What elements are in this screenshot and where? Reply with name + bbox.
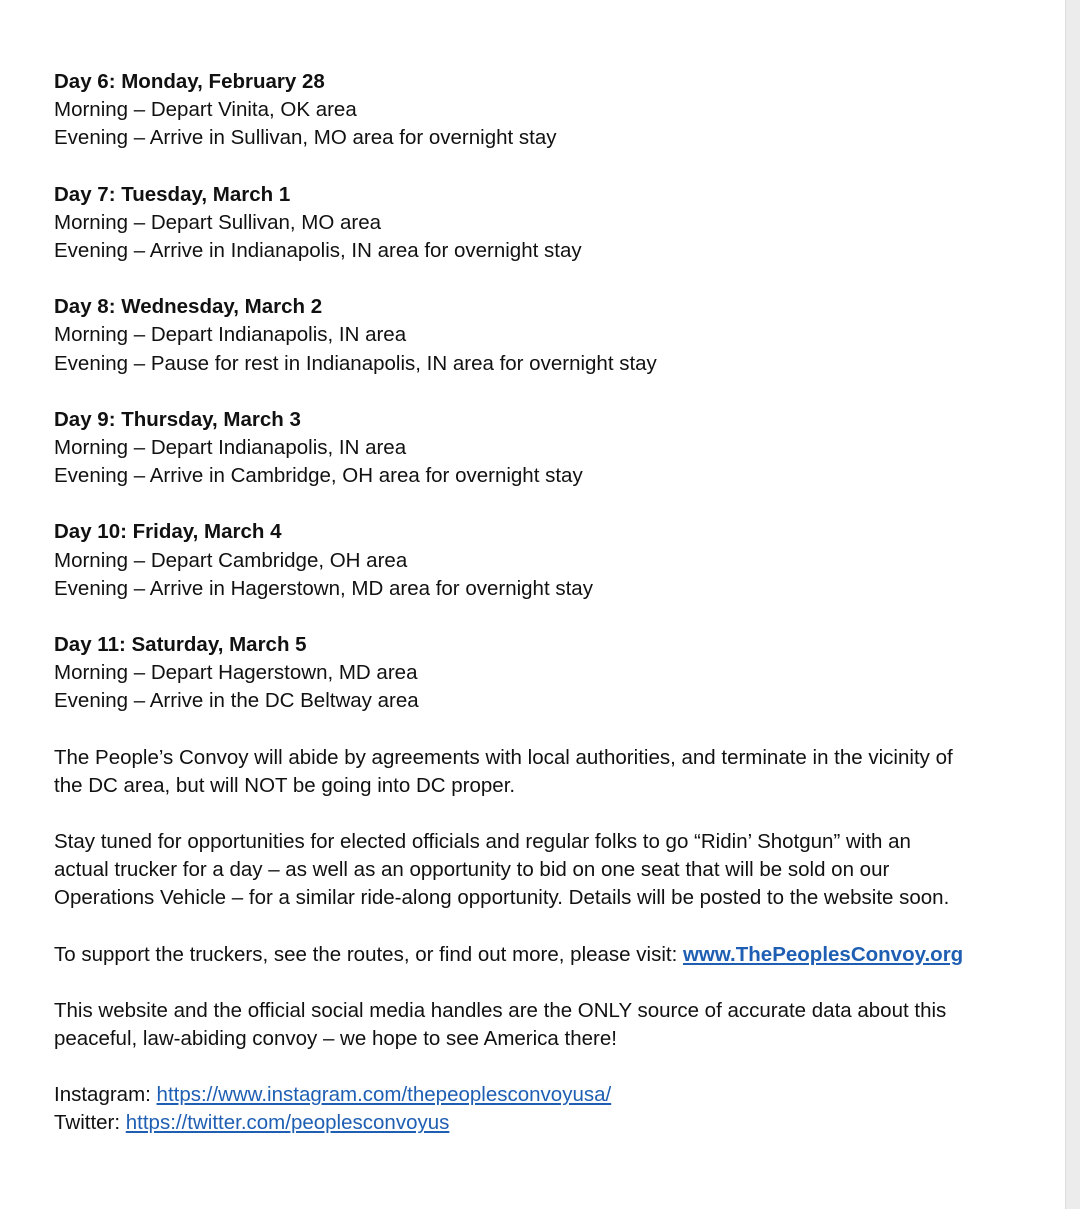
page-edge-shadow bbox=[1065, 0, 1080, 1209]
morning-line: Morning – Depart Vinita, OK area bbox=[54, 98, 357, 122]
instagram-line bbox=[54, 1081, 1004, 1109]
morning-line: Morning – Depart Sullivan, MO area bbox=[54, 210, 382, 234]
paragraph-line: Operations Vehicle – for a similar ride-along opportunity. Details will be posted to the website soon. bbox=[54, 886, 950, 910]
evening-line: Evening – Arrive in Cambridge, OH area for overnight stay bbox=[54, 464, 583, 488]
morning-line: Morning – Depart Hagerstown, MD area bbox=[54, 661, 418, 685]
morning-line: Morning – Depart Indianapolis, IN area bbox=[54, 323, 407, 347]
instagram-link[interactable]: https://www.instagram.com/thepeoplesconvoyusa/ bbox=[156, 1083, 612, 1107]
day-title: Day 8: Wednesday, March 2 bbox=[54, 295, 323, 319]
official-source-paragraph bbox=[54, 997, 1004, 1053]
itinerary-day-10 bbox=[54, 518, 1004, 603]
evening-line: Evening – Arrive in Hagerstown, MD area for overnight stay bbox=[54, 576, 593, 600]
morning-line: Morning – Depart Cambridge, OH area bbox=[54, 548, 408, 572]
itinerary-day-7 bbox=[54, 181, 1004, 266]
evening-line: Evening – Pause for rest in Indianapolis, IN area for overnight stay bbox=[54, 351, 657, 375]
evening-line: Evening – Arrive in the DC Beltway area bbox=[54, 689, 419, 713]
agreement-paragraph bbox=[54, 744, 1004, 800]
itinerary-day-6 bbox=[54, 68, 1004, 153]
paragraph-line: The People’s Convoy will abide by agreements with local authorities, and terminate in the vicinity of bbox=[54, 745, 953, 769]
evening-line: Evening – Arrive in Sullivan, MO area for overnight stay bbox=[54, 126, 557, 150]
support-line bbox=[54, 941, 1004, 969]
paragraph-line: the DC area, but will NOT be going into DC proper. bbox=[54, 773, 516, 797]
day-title: Day 7: Tuesday, March 1 bbox=[54, 182, 291, 206]
evening-line: Evening – Arrive in Indianapolis, IN area for overnight stay bbox=[54, 239, 582, 263]
paragraph-line: Stay tuned for opportunities for elected officials and regular folks to go “Ridin’ Shotgun” with an bbox=[54, 830, 911, 854]
day-title: Day 11: Saturday, March 5 bbox=[54, 633, 307, 657]
twitter-line bbox=[54, 1109, 1004, 1137]
support-text: To support the truckers, see the routes, or find out more, please visit: bbox=[54, 942, 683, 966]
itinerary-day-11 bbox=[54, 631, 1004, 716]
instagram-label: Instagram: bbox=[54, 1083, 157, 1107]
website-link[interactable]: www.ThePeoplesConvoy.org bbox=[682, 942, 964, 966]
paragraph-line: peaceful, law-abiding convoy – we hope to see America there! bbox=[54, 1027, 617, 1051]
itinerary-day-9 bbox=[54, 406, 1004, 491]
day-title: Day 10: Friday, March 4 bbox=[54, 520, 282, 544]
social-links bbox=[54, 1081, 1004, 1137]
day-title: Day 6: Monday, February 28 bbox=[54, 70, 325, 93]
document-page bbox=[54, 68, 1004, 1138]
paragraph-line: actual trucker for a day – as well as an opportunity to bid on one seat that will be sold on our bbox=[54, 858, 890, 882]
stay-tuned-paragraph bbox=[54, 828, 1004, 913]
morning-line: Morning – Depart Indianapolis, IN area bbox=[54, 436, 407, 460]
twitter-label: Twitter: bbox=[54, 1111, 126, 1135]
support-paragraph bbox=[54, 941, 1004, 969]
twitter-link[interactable]: https://twitter.com/peoplesconvoyus bbox=[125, 1111, 450, 1135]
day-title: Day 9: Thursday, March 3 bbox=[54, 407, 301, 431]
itinerary-day-8 bbox=[54, 293, 1004, 378]
paragraph-line: This website and the official social media handles are the ONLY source of accurate data about this bbox=[54, 998, 947, 1022]
